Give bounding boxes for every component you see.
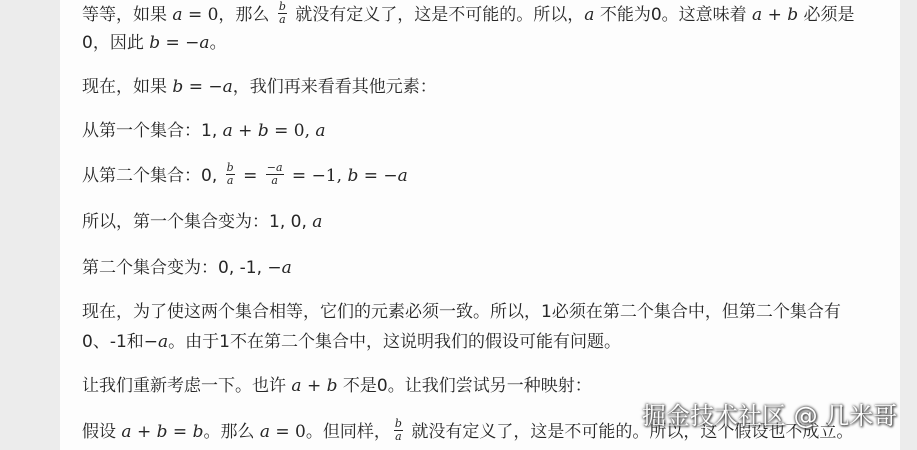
text: 。 xyxy=(209,33,227,53)
text: 不能为0。这意味着 xyxy=(594,5,753,25)
watermark: 掘金技术社区 @ 几米哥 xyxy=(642,402,898,430)
text: 第二个集合变为：0, -1, xyxy=(82,258,268,278)
text: 0，因此 xyxy=(82,33,150,53)
math-var: b xyxy=(326,376,338,396)
paragraph-7-line-1: 现在，为了使这两个集合相等，它们的元素必须一致。所以，1必须在第二个集合中，但第二个集合有 xyxy=(82,302,841,322)
text: ，我们再来看看其他元素： xyxy=(232,77,437,97)
fraction-denominator: a xyxy=(226,173,234,187)
math-op: = − xyxy=(183,77,223,97)
math-var: a xyxy=(397,166,408,186)
paragraph-5 xyxy=(82,210,322,234)
math-var: a xyxy=(199,33,210,53)
fraction-denominator: a xyxy=(279,12,286,26)
text: 。那么 xyxy=(203,422,260,442)
fraction-numerator: b xyxy=(394,416,402,430)
math-var: a xyxy=(315,121,326,141)
math-fraction xyxy=(266,160,284,187)
left-gutter xyxy=(0,0,60,450)
math-op: = − xyxy=(358,166,398,186)
math-var: a xyxy=(584,5,595,25)
math-var: b xyxy=(787,5,799,25)
math-op: = − xyxy=(160,33,200,53)
paragraph-1-line-1 xyxy=(82,0,855,27)
fraction-denominator: a xyxy=(271,173,278,187)
math-op: = 0 xyxy=(270,422,306,442)
paragraph-2 xyxy=(82,75,437,99)
math-var: b xyxy=(192,422,204,442)
text: ，那么 xyxy=(218,5,275,25)
text: 就没有定义了，这是不可能的。所以， xyxy=(289,5,585,25)
math-var: a xyxy=(158,332,169,352)
math-op: − xyxy=(267,258,282,278)
fraction-numerator: b xyxy=(278,0,286,13)
fraction-denominator: a xyxy=(395,429,402,443)
math-var: b xyxy=(172,77,184,97)
text: 所以，第一个集合变为：1, 0, xyxy=(82,212,313,232)
math-var: a xyxy=(291,376,302,396)
math-op: = xyxy=(237,166,263,186)
text: 0、-1和 xyxy=(82,332,144,352)
math-op: = 0 xyxy=(182,5,219,25)
math-var: b xyxy=(149,33,161,53)
math-fraction xyxy=(278,2,287,25)
paragraph-6 xyxy=(82,256,292,280)
text: 。由于1不在第二个集合中，这说明我们的假设可能有问题。 xyxy=(168,332,621,352)
math-var: a xyxy=(172,5,183,25)
text: 假设 xyxy=(82,422,122,442)
math-op: = 0, xyxy=(268,121,316,141)
text: 等等，如果 xyxy=(82,5,173,25)
math-op: + xyxy=(762,5,788,25)
paragraph-3 xyxy=(82,119,326,143)
math-var: b xyxy=(257,121,269,141)
math-var: a xyxy=(222,77,233,97)
math-op: = xyxy=(167,422,193,442)
paragraph-8 xyxy=(82,374,592,398)
math-op: + xyxy=(131,422,157,442)
math-op: − xyxy=(143,332,159,352)
math-var: a xyxy=(222,121,233,141)
math-fraction xyxy=(394,416,403,443)
math-var: a xyxy=(121,422,132,442)
math-op: + xyxy=(232,121,258,141)
right-gutter xyxy=(900,0,917,450)
math-var: a xyxy=(312,212,323,232)
text: 。但同样， xyxy=(305,422,391,442)
paragraph-7-line-2 xyxy=(82,330,621,354)
text: 让我们重新考虑一下。也许 xyxy=(82,376,292,396)
fraction-numerator: −a xyxy=(266,160,283,174)
text: 现在，如果 xyxy=(82,77,173,97)
math-op: = −1, xyxy=(286,166,348,186)
fraction-numerator: b xyxy=(226,160,234,174)
text: 不是0。让我们尝试另一种映射： xyxy=(337,376,592,396)
text: 从第一个集合：1, xyxy=(82,121,223,141)
math-var: a xyxy=(281,258,292,278)
math-var: a xyxy=(752,5,763,25)
math-var: b xyxy=(156,422,168,442)
text: 就没有定义了，这是不可能的。所以，这个假设也不成立。 xyxy=(405,422,854,442)
text: 从第二个集合：0, xyxy=(82,166,223,186)
math-op: + xyxy=(301,376,327,396)
math-var: b xyxy=(347,166,359,186)
math-var: a xyxy=(259,422,270,442)
text: 必须是 xyxy=(798,5,855,25)
math-fraction xyxy=(226,160,235,187)
paragraph-4 xyxy=(82,160,408,188)
paragraph-1-line-2 xyxy=(82,31,227,55)
